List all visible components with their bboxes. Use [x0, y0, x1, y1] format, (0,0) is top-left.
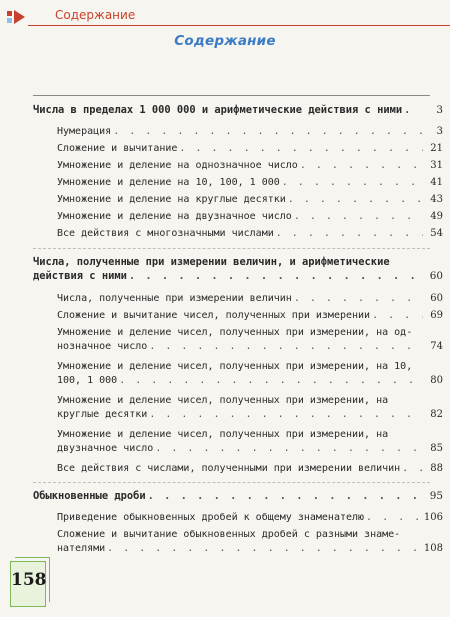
toc-item-label: круглые десятки	[57, 409, 148, 420]
toc-page-number: 54	[430, 228, 443, 239]
toc-item-label: Нумерация	[57, 126, 112, 137]
toc-item[interactable]	[57, 428, 443, 456]
toc-item[interactable]	[57, 528, 443, 556]
toc-page-number: 60	[430, 293, 443, 304]
toc-page-number: 106	[423, 512, 443, 523]
toc-page-number: 95	[429, 490, 443, 502]
toc-item-label: Умножение и деление чисел, полученных при измерении, на	[57, 395, 389, 406]
leader-dots	[404, 103, 423, 117]
toc-item-label: Умножение и деление чисел, полученных при измерении, на 10,	[57, 361, 413, 372]
divider	[33, 248, 430, 249]
divider	[33, 95, 430, 96]
toc-item[interactable]	[57, 292, 443, 306]
leader-dots	[276, 227, 423, 241]
leader-dots	[179, 142, 423, 156]
leader-dots	[149, 340, 423, 354]
logo-icon	[6, 8, 26, 26]
toc-item-label: Все действия с многозначными числами	[57, 228, 274, 239]
header-section-label: Содержание	[55, 8, 136, 22]
toc-item-label: Умножение и деление чисел, полученных при измерении, на	[57, 429, 389, 440]
toc-page-number: 82	[430, 409, 443, 420]
toc-item[interactable]	[57, 360, 443, 388]
toc-item-label: Умножение и деление на 10, 100, 1 000	[57, 177, 280, 188]
leader-dots	[366, 511, 422, 525]
toc-item-label: Числа, полученные при измерении величин	[57, 293, 292, 304]
toc-page-number: 108	[423, 543, 443, 554]
toc-page-number: 3	[436, 104, 443, 116]
leader-dots	[282, 176, 423, 190]
toc-section-title: Обыкновенные дроби	[33, 490, 146, 502]
leader-dots	[294, 210, 423, 224]
toc-page-number: 43	[430, 194, 443, 205]
leader-dots	[119, 374, 423, 388]
toc-page-number: 60	[429, 270, 443, 282]
toc-item-label: Все действия с числами, полученными при измерении величин	[57, 463, 401, 474]
toc-item[interactable]	[57, 193, 443, 207]
toc-item[interactable]	[57, 125, 443, 139]
toc-page-number: 85	[430, 443, 443, 454]
leader-dots	[300, 159, 423, 173]
header-divider	[28, 25, 450, 26]
toc-page-number: 41	[430, 177, 443, 188]
leader-dots	[129, 269, 423, 283]
toc-section[interactable]	[33, 489, 443, 503]
toc-item-label: двузначное число	[57, 443, 154, 454]
toc-section[interactable]	[33, 255, 443, 283]
toc-item[interactable]	[57, 394, 443, 422]
toc-item[interactable]	[57, 210, 443, 224]
leader-dots	[372, 309, 423, 323]
page-number: 158	[11, 570, 47, 590]
toc-item-label: нозначное число	[57, 341, 148, 352]
leader-dots	[402, 462, 423, 476]
toc-item-label: Сложение и вычитание чисел, полученных при измерении	[57, 310, 371, 321]
leader-dots	[155, 442, 423, 456]
toc-item-label: нателями	[57, 543, 106, 554]
toc-item-label: Умножение и деление на круглые десятки	[57, 194, 286, 205]
toc-page-number: 69	[430, 310, 443, 321]
toc-item-label: Приведение обыкновенных дробей к общему знаменателю	[57, 512, 365, 523]
toc-page-number: 3	[436, 126, 443, 137]
leader-dots	[148, 489, 423, 503]
page-header	[0, 6, 450, 26]
page-title: Содержание	[174, 33, 276, 49]
toc-section-title: действия с ними	[33, 270, 127, 282]
toc-page-number: 88	[430, 463, 443, 474]
leader-dots	[288, 193, 423, 207]
leader-dots	[294, 292, 423, 306]
toc-item-label: Умножение и деление на двузначное число	[57, 211, 292, 222]
toc-item[interactable]	[57, 142, 443, 156]
toc-section-title: Числа, полученные при измерении величин, и арифметические	[33, 256, 390, 268]
toc-page-number: 31	[430, 160, 443, 171]
toc-page-number: 21	[430, 143, 443, 154]
toc-item-label: Сложение и вычитание	[57, 143, 178, 154]
divider	[33, 482, 430, 483]
toc-section[interactable]	[33, 103, 443, 117]
toc-item-label: 100, 1 000	[57, 375, 118, 386]
toc-page-number: 80	[430, 375, 443, 386]
toc-item[interactable]	[57, 309, 443, 323]
toc-item[interactable]	[57, 176, 443, 190]
toc-page-number: 49	[430, 211, 443, 222]
toc-item-label: Сложение и вычитание обыкновенных дробей с разными знаме-	[57, 529, 401, 540]
leader-dots	[113, 125, 423, 139]
leader-dots	[107, 542, 422, 556]
leader-dots	[149, 408, 423, 422]
toc-item-label: Умножение и деление на однозначное число	[57, 160, 298, 171]
toc-item[interactable]	[57, 462, 443, 476]
toc-item[interactable]	[57, 326, 443, 354]
toc-item-label: Умножение и деление чисел, полученных при измерении, на од-	[57, 327, 413, 338]
toc-section-title: Числа в пределах 1 000 000 и арифметические действия с ними	[33, 104, 403, 116]
toc-item[interactable]	[57, 227, 443, 241]
toc-item[interactable]	[57, 159, 443, 173]
toc-item[interactable]	[57, 511, 443, 525]
toc-page-number: 74	[430, 341, 443, 352]
